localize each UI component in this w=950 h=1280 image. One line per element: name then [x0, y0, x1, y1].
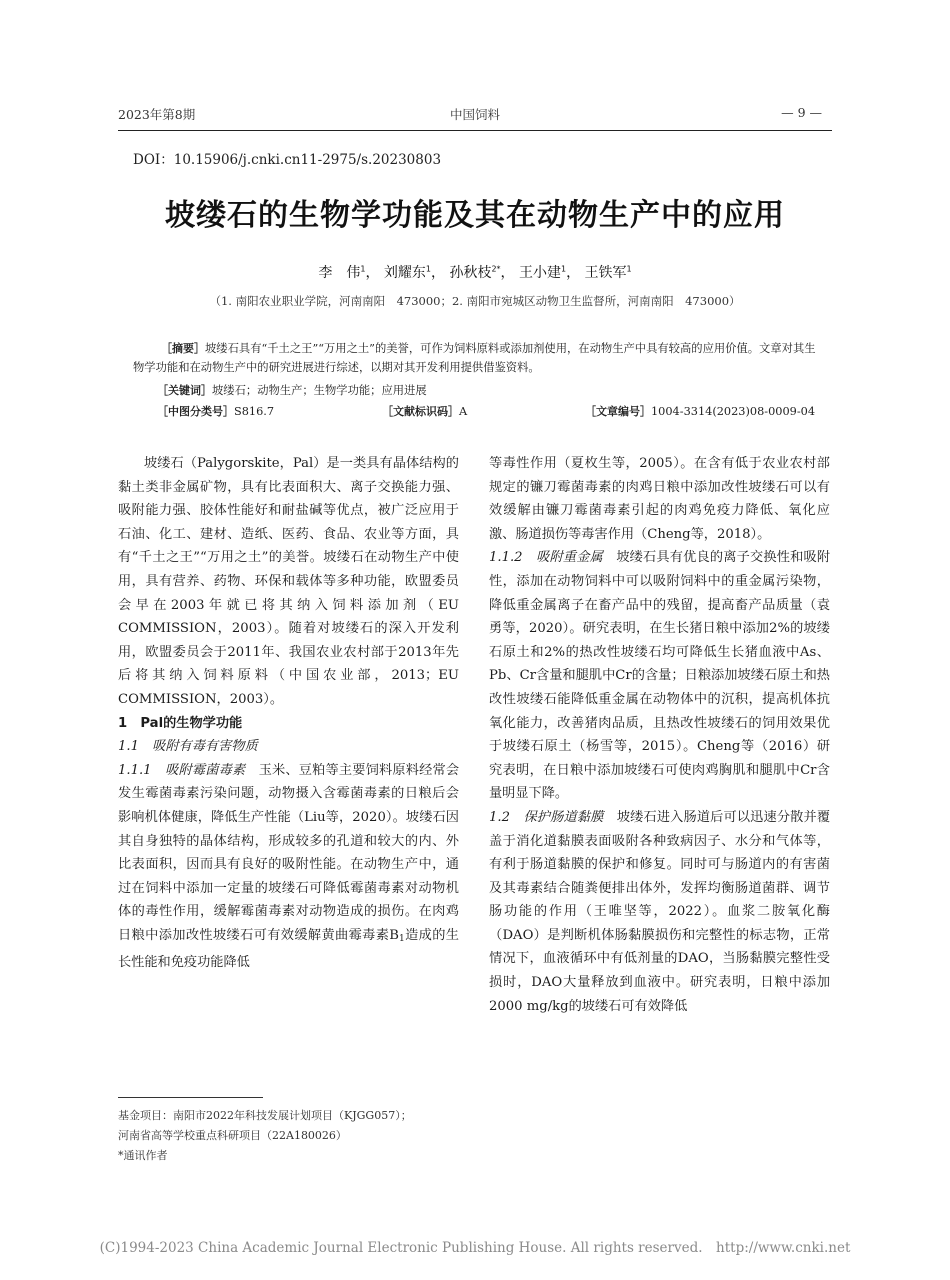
header-journal: 中国饲料: [449, 107, 500, 122]
clc-number: [157, 403, 274, 419]
section-heading-1-1-2: 1.1.2 吸附重金属: [489, 550, 603, 566]
intro-paragraph: 坡缕石（Palygorskite，Pal）是一类具有晶体结构的黏土类非金属矿物，具有比表面积大、离子交换能力强、吸附能力强、胶体性能好和耐盐碱等优点，被广泛应用于石油、化工、建材、造纸、医药、食品、农业等方面，具有“千土之王”“万用之土”的美誉。坡缕石在动物生产中使用，具有营养、药物、环保和载体等多种功能，欧盟委员会早在2003年就已将其纳入饲料添加剂（EU COMMISSION，2003）。随着对坡缕石的深入开发利用，欧盟委员会于2011年、我国农业农村部于2013年先后将其纳入饲料原料（中国农业部，2013；EU COMMISSION，2003）。: [118, 456, 459, 707]
doi: DOI：10.15906/j.cnki.cn11-2975/s.20230803: [133, 152, 442, 168]
paragraph-text: 坡缕石具有优良的离子交换性和吸附性，添加在动物饲料中可以吸附饲料中的重金属污染物，降低重金属离子在畜产品中的残留，提高畜产品质量（袁勇等，2020）。研究表明，在生长猪日粮中添加2%的坡缕石原土和2%的热改性坡缕石均可降低生长猪血液中As、Pb、Cr含量和腿肌中Cr的含量；日粮添加坡缕石原土和热改性坡缕石能降低重金属在动物体中的沉积，提高机体抗氧化能力，改善猪肉品质，且热改性坡缕石的饲用效果优于坡缕石原土（杨雪等，2015）。Cheng等（2016）研究表明，在日粮中添加坡缕石可使肉鸡胸肌和腿肌中Cr含量明显下降。: [489, 550, 831, 802]
copyright-footer: (C)1994-2023 China Academic Journal Electronic Publishing House. All rights reserved. http://www.cnki.net: [99, 1240, 851, 1256]
author-name: 李 伟: [318, 265, 361, 281]
keywords-text: 坡缕石；动物生产；生物学功能；应用进展: [212, 384, 427, 397]
doc-code: [382, 403, 467, 419]
header-rule: [118, 130, 832, 131]
footnote-line: 基金项目：南阳市2022年科技发展计划项目（KJGG057）；: [118, 1109, 412, 1122]
section-heading-1: 1 Pal的生物学功能: [118, 715, 243, 731]
keywords-label: ［关键词］: [157, 384, 212, 397]
section-heading-1-1-1: 1.1.1 吸附霉菌毒素: [118, 762, 246, 778]
article-number: [585, 403, 815, 419]
header-page-number: — 9 —: [781, 105, 822, 120]
art-label: ［文章编号］: [585, 405, 651, 418]
author-sup: 2*: [491, 264, 501, 274]
paragraph-text-tail: 造成的生长性能和免疫功能降低: [118, 927, 459, 971]
authors: 李 伟$^1$， 刘耀东$^1$， 孙秋枝$^{2*}$， 王小建$^1$， 王铁军$^1$: [318, 264, 632, 281]
footnote-line: *通讯作者: [118, 1149, 168, 1162]
paragraph-1-2: [489, 806, 830, 1018]
author-sup: 1: [360, 264, 366, 274]
paragraph-text: 坡缕石进入肠道后可以迅速分散并覆盖于消化道黏膜表面吸附各种致病因子、水分和气体等，有利于肠道黏膜的保护和修复。同时可与肠道内的有害菌及其毒素结合随粪便排出体外，发挥均衡肠道菌群、调节肠功能的作用（王唯坚等，2022）。血浆二胺氧化酶（DAO）是判断机体肠黏膜损伤和完整性的标志物，正常情况下，血液循环中有低剂量的DAO，当肠黏膜完整性受损时，DAO大量释放到血液中。研究表明，日粮中添加2000 mg/kg的坡缕石可有效降低: [489, 809, 831, 1014]
section-heading-1-1: 1.1 吸附有毒有害物质: [118, 739, 258, 755]
author-name: 王小建: [519, 265, 561, 281]
footnote-line: 河南省高等学校重点科研项目（22A180026）: [118, 1129, 347, 1142]
keywords: [157, 381, 847, 400]
author-name: 王铁军: [584, 265, 627, 281]
section-heading-1-2: 1.2 保护肠道黏膜: [489, 809, 604, 825]
author-sup: 1: [561, 264, 567, 274]
article-title: 坡缕石的生物学功能及其在动物生产中的应用: [165, 198, 785, 233]
footnote: [118, 1106, 463, 1166]
clc-value: S816.7: [234, 405, 275, 418]
art-value: 1004-3314(2023)08-0009-04: [651, 405, 816, 418]
author-name: 刘耀东: [383, 265, 426, 281]
author-sup: 1: [425, 264, 431, 274]
abstract-text: 坡缕石具有“千土之王”“万用之土”的美誉，可作为饲料原料或添加剂使用，在动物生产中具有较高的应用价值。文章对其生物学功能和在动物生产中的研究进展进行综述，以期对其开发利用提供借鉴资料。: [133, 342, 816, 374]
paragraph-1-1-2: [489, 546, 830, 806]
doc-label: ［文献标识码］: [382, 405, 459, 418]
affiliations: （1. 南阳农业职业学院，河南南阳 473000；2. 南阳市宛城区动物卫生监督所，河南南阳 473000）: [209, 294, 741, 308]
left-column: [118, 452, 459, 975]
abstract: [133, 339, 823, 377]
subscript: 1: [399, 933, 405, 944]
author-sup: 1: [626, 264, 632, 274]
author-name: 孙秋枝: [449, 265, 492, 281]
right-column: [489, 452, 830, 1018]
paragraph-1-1-1: [118, 759, 459, 975]
footnote-rule: [118, 1097, 263, 1098]
paragraph-continued: 等毒性作用（夏枚生等，2005）。在含有低于农业农村部规定的镰刀霉菌毒素的肉鸡日粮中添加改性坡缕石可以有效缓解由镰刀霉菌毒素引起的肉鸡免疫力降低、氧化应激、肠道损伤等毒害作用（Cheng等，2018）。: [489, 456, 830, 542]
doc-value: A: [459, 405, 468, 418]
paragraph-text: 玉米、豆粕等主要饲料原料经常会发生霉菌毒素污染问题，动物摄入含霉菌毒素的日粮后会影响机体健康，降低生产性能（Liu等，2020）。坡缕石因其自身独特的晶体结构，形成较多的孔道和较大的内、外比表面积，因而具有良好的吸附性能。在动物生产中，通过在饲料中添加一定量的坡缕石可降低霉菌毒素对动物机体的毒性作用，缓解霉菌毒素对动物造成的损伤。在肉鸡日粮中添加改性坡缕石可有效缓解黄曲霉毒素B: [118, 762, 460, 943]
abstract-label: ［摘要］: [161, 342, 205, 355]
header-issue: 2023年第8期: [118, 107, 196, 122]
clc-label: ［中图分类号］: [157, 405, 234, 418]
